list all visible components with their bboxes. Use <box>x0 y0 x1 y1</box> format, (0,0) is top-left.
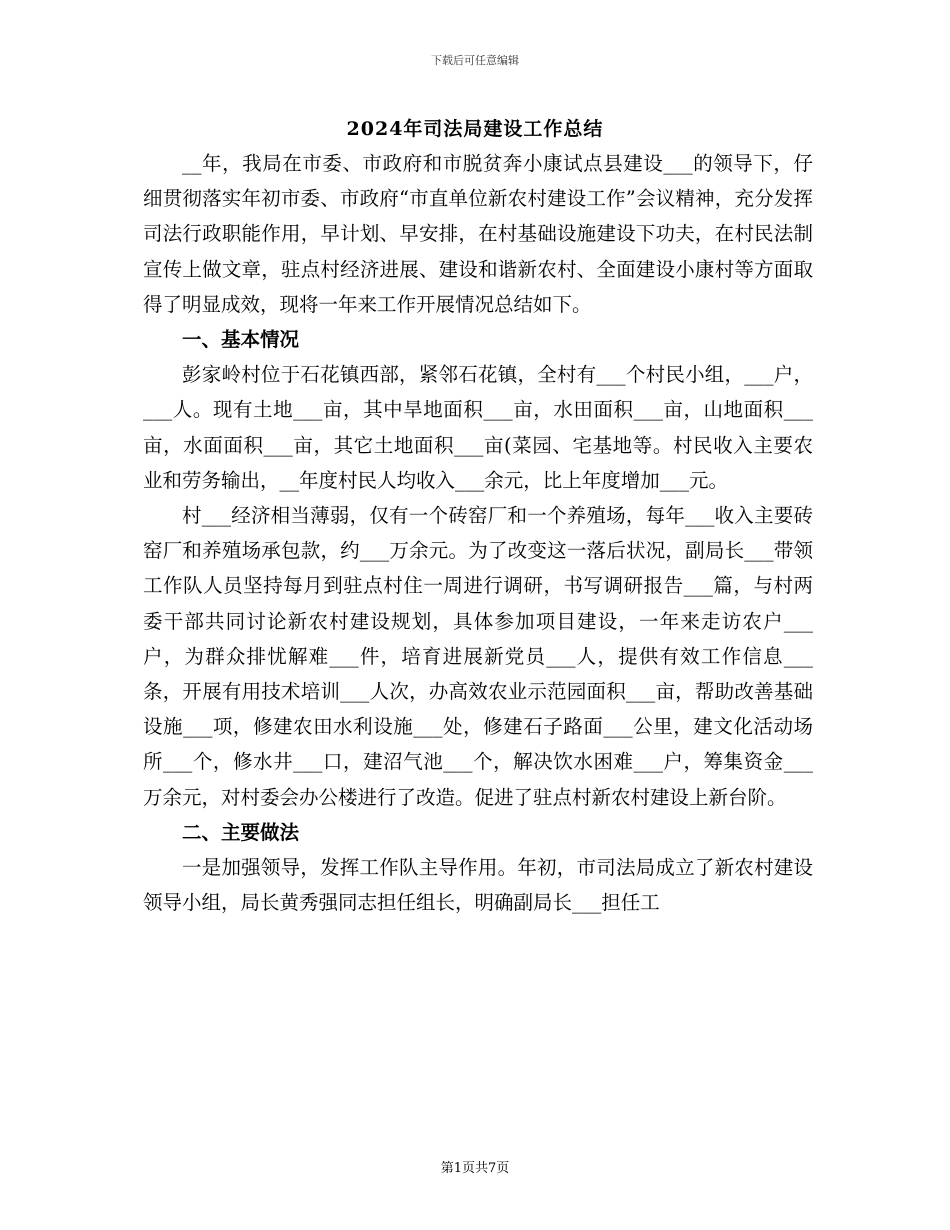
intro-paragraph: __年，我局在市委、市政府和市脱贫奔小康试点县建设___的领导下，仔细贯彻落实年初市委、市政府“市直单位新农村建设工作”会议精神，充分发挥司法行政职能作用，早计划、早安排，在村基础设施建设下功夫，在村民法制宣传上做文章，驻点村经济进展、建设和谐新农村、全面建设小康村等方面取得了明显成效，现将一年来工作开展情况总结如下。 <box>143 152 813 316</box>
header-note: 下载后可任意编辑 <box>431 54 519 67</box>
section-heading-methods: 二、主要做法 <box>182 820 300 844</box>
page-footer: 第1页共7页 <box>440 1161 510 1176</box>
basic-situation-paragraph-1: 彭家岭村位于石花镇西部，紧邻石花镇，全村有___个村民小组，___户，___人。现有土地___亩，其中旱地面积___亩，水田面积___亩，山地面积___亩，水面面积___亩，其它土地面积___亩(菜园、宅基地等。村民收入主要农业和劳务输出，__年度村民人均收入___余元，比上年度增加___元。 <box>143 363 813 492</box>
basic-situation-paragraph-2: 村___经济相当薄弱，仅有一个砖窑厂和一个养殖场，每年___收入主要砖窑厂和养殖场承包款，约___万余元。为了改变这一落后状况，副局长___带领工作队人员坚持每月到驻点村住一周进行调研，书写调研报告___篇，与村两委干部共同讨论新农村建设规划，具体参加项目建设，一年来走访农户___户，为群众排忧解难___件，培育进展新党员___人，提供有效工作信息___条，开展有用技术培训___人次，办高效农业示范园面积___亩，帮助改善基础设施___项，修建农田水利设施___处，修建石子路面___公里，建文化活动场所___个，修水井___口，建沼气池___个，解决饮水困难___户，筹集资金___万余元，对村委会办公楼进行了改造。促进了驻点村新农村建设上新台阶。 <box>143 504 813 809</box>
document-title: 2024年司法局建设工作总结 <box>346 118 604 140</box>
document-body <box>143 146 813 920</box>
section-heading-basic: 一、基本情况 <box>182 328 300 352</box>
methods-paragraph-1: 一是加强领导，发挥工作队主导作用。年初，市司法局成立了新农村建设领导小组，局长黄秀强同志担任组长，明确副局长___担任工 <box>143 856 813 915</box>
